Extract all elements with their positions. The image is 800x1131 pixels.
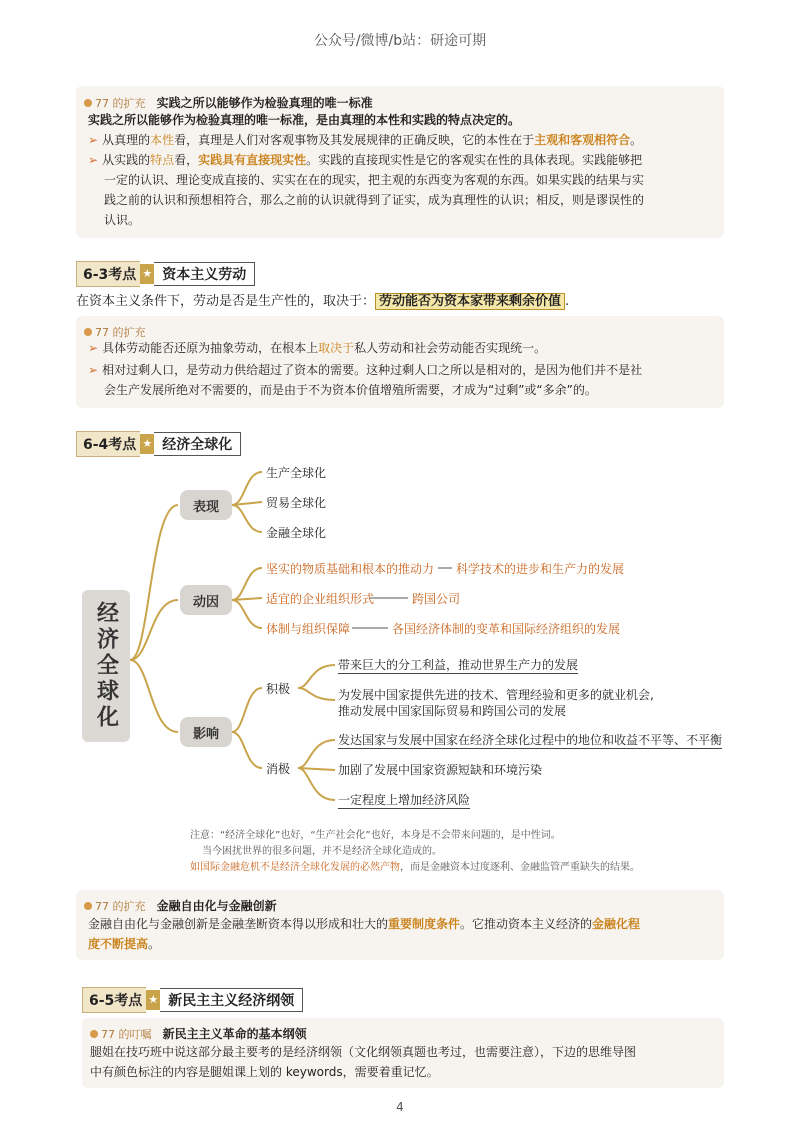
- box-title: 实践之所以能够作为检验真理的唯一标准: [156, 96, 373, 110]
- page-header: 公众号/微博/b站：研途可期: [313, 33, 487, 49]
- arrow-icon: ➢: [88, 363, 99, 377]
- driver-3-right: 各国经济体制的变革和国际经济组织的发展: [392, 622, 621, 636]
- note-line-3: 如国际金融危机不是经济全球化发展的必然产物，而是金融资本过度逐利、金融监管严重缺失的结果。: [190, 862, 640, 873]
- section-6-5-heading: 6-5考点 ★ 新民主主义经济纲领: [82, 988, 303, 1012]
- box-intro: 实践之所以能够作为检验真理的唯一标准，是由真理的本性和实践的特点决定的。: [88, 113, 521, 127]
- note-line-1: 注意：“经济全球化”也好，“生产社会化”也好，本身是不会带来问题的，是中性词。: [190, 830, 561, 841]
- star-icon: ★: [140, 434, 154, 454]
- tag-icon: [90, 1030, 98, 1038]
- driver-1-left: 坚实的物质基础和根本的推动力: [266, 562, 435, 576]
- page-number: 4: [396, 1100, 404, 1114]
- reminder-line-1: 腿姐在技巧班中说这部分最主要考的是经济纲领（文化纲领真题也考过，也需要注意），下边的思维导图: [90, 1045, 637, 1059]
- driver-1-right: 科学技术的进步和生产力的发展: [456, 562, 625, 576]
- driver-3-left: 体制与组织保障: [266, 622, 351, 636]
- box-tag: 77 的扩充: [95, 900, 146, 913]
- box-tag: 77 的叮嘱: [101, 1028, 152, 1041]
- node-yingxiang: 影响: [180, 717, 232, 747]
- bullet-2: ➢ 从实践的特点看，实践具有直接现实性。实践的直接现实性是它的客观实在性的具体表现。实践能够把: [88, 153, 643, 167]
- negative-label: 消极: [266, 762, 291, 776]
- arrow-icon: ➢: [88, 341, 99, 355]
- mindmap-root: 经济全球化: [82, 590, 130, 742]
- bullet-1: ➢ 从真理的本性看，真理是人们对客观事物及其发展规律的正确反映，它的本性在于主观和客观相符合。: [88, 133, 643, 147]
- leaf-trade: 贸易全球化: [266, 496, 327, 510]
- reminder-line-2: 中有颜色标注的内容是腿姐课上划的 keywords，需要着重记忆。: [90, 1065, 439, 1079]
- section-6-4-heading: 6-4考点 ★ 经济全球化: [76, 432, 241, 456]
- star-icon: ★: [146, 990, 160, 1010]
- positive-1: 带来巨大的分工利益，推动世界生产力的发展: [338, 658, 579, 672]
- negative-1: 发达国家与发展中国家在经济全球化过程中的地位和收益不平等、不平衡: [338, 733, 723, 747]
- box3-line-1: 金融自由化与金融创新是金融垄断资本得以形成和壮大的重要制度条件。它推动资本主义经济的金融化程: [88, 917, 641, 931]
- expansion-box-3: [76, 890, 724, 960]
- key-highlight: 劳动能否为资本家带来剩余价值: [375, 293, 565, 310]
- reminder-box: [82, 1018, 724, 1088]
- arrow-icon: ➢: [88, 153, 99, 167]
- star-icon: ★: [140, 264, 154, 284]
- bullet-2-line-3: 践之前的认识和预想相符合，那么之前的认识就得到了证实，成为真理性的认识；相反，则是谬误性的: [104, 193, 645, 207]
- positive-2a: 为发展中国家提供先进的技术、管理经验和更多的就业机会,: [338, 688, 654, 702]
- leaf-production: 生产全球化: [266, 466, 327, 480]
- negative-2: 加剧了发展中国家资源短缺和环境污染: [338, 763, 543, 777]
- tag-icon: [84, 902, 92, 910]
- note-line-2: 当今困扰世界的很多问题，并不是经济全球化造成的。: [202, 846, 442, 857]
- negative-3: 一定程度上增加经济风险: [338, 793, 471, 807]
- box-tag: 77 的扩充: [95, 326, 146, 339]
- box-title: 金融自由化与金融创新: [156, 899, 277, 913]
- bullet-2-line-4: 认识。: [104, 213, 141, 227]
- node-biaoxian: 表现: [180, 490, 232, 520]
- bullet-2-line-2: 一定的认识、理论变成直接的、实实在在的现实，把主观的东西变为客观的东西。如果实践的结果与实: [104, 173, 645, 187]
- leaf-finance: 金融全球化: [266, 526, 327, 540]
- box-tag: 77 的扩充: [95, 97, 146, 110]
- positive-label: 积极: [266, 682, 291, 696]
- driver-2-left: 适宜的企业组织形式: [266, 592, 375, 606]
- section-6-3-text: 在资本主义条件下，劳动是否是生产性的，取决于： 劳动能否为资本家带来剩余价值 .: [76, 294, 570, 309]
- positive-2b: 推动发展中国家国际贸易和跨国公司的发展: [338, 704, 567, 718]
- node-dongyin: 动因: [180, 585, 232, 615]
- driver-2-right: 跨国公司: [412, 592, 461, 606]
- box3-line-2: 度不断提高。: [88, 937, 161, 951]
- bullet-1: ➢ 具体劳动能否还原为抽象劳动，在根本上取决于私人劳动和社会劳动能否实现统一。: [88, 341, 547, 355]
- box-title: 新民主主义革命的基本纲领: [162, 1027, 307, 1041]
- section-6-3-heading: 6-3考点 ★ 资本主义劳动: [76, 262, 255, 286]
- bullet-2: ➢ 相对过剩人口，是劳动力供给超过了资本的需要。这种过剩人口之所以是相对的，是因为他们并不是社: [88, 363, 643, 377]
- bullet-2-line-2: 会生产发展所绝对不需要的，而是由于不为资本价值增殖所需要，才成为“过剩”或“多余”的。: [104, 383, 597, 397]
- arrow-icon: ➢: [88, 133, 99, 147]
